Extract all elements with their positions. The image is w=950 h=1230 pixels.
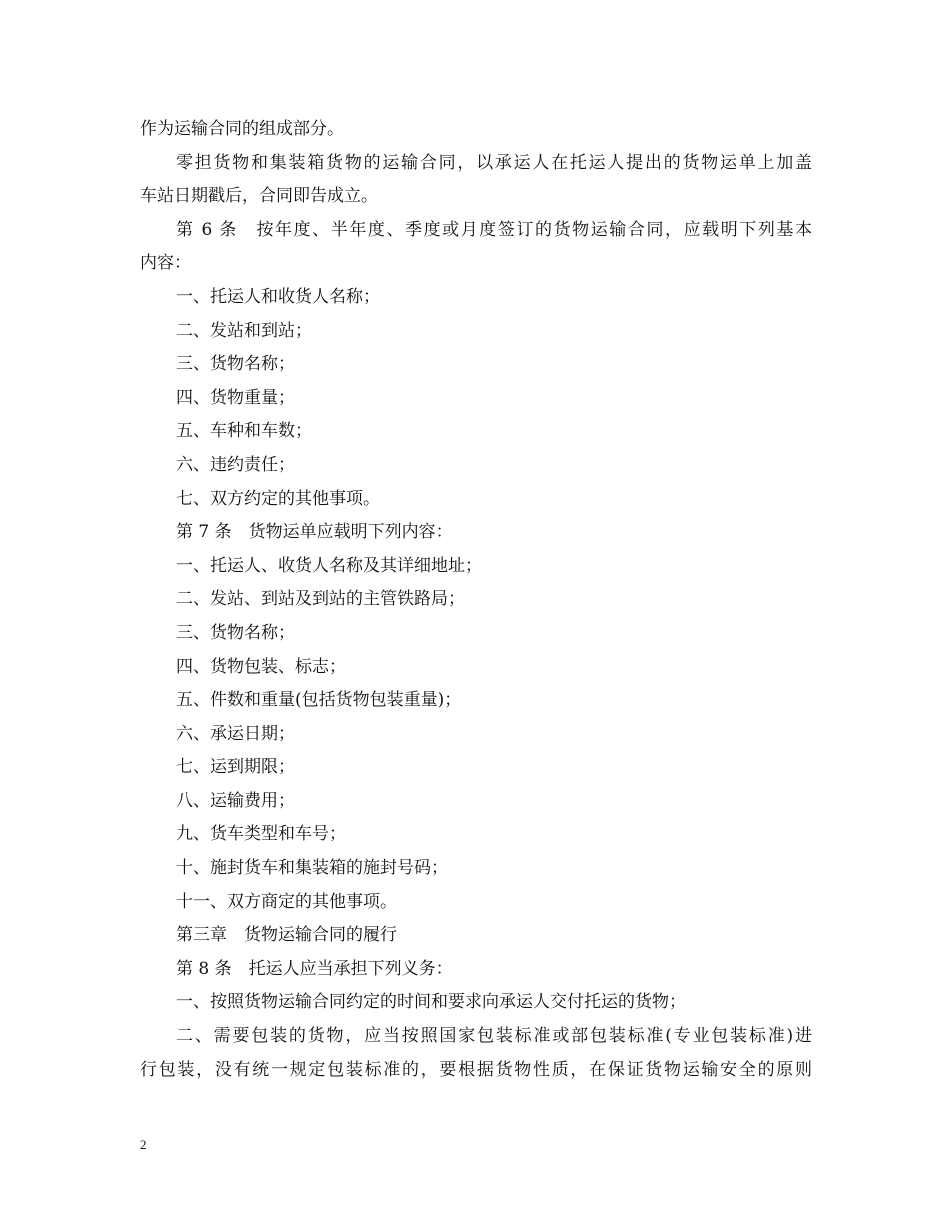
text-line: 四、货物重量；	[176, 387, 295, 408]
text-line: 六、承运日期；	[176, 723, 295, 744]
text-line: 十一、双方商定的其他事项。	[176, 891, 397, 912]
text-line: 四、货物包装、标志；	[176, 656, 346, 677]
text-line: 一、托运人和收货人名称；	[176, 286, 380, 307]
text-line: 内容：	[140, 253, 191, 274]
text-line: 零担货物和集装箱货物的运输合同，以承运人在托运人提出的货物运单上加盖	[176, 152, 812, 173]
text-line: 三、货物名称；	[176, 622, 295, 643]
text-line: 一、按照货物运输合同约定的时间和要求向承运人交付托运的货物；	[176, 992, 686, 1013]
text-line: 七、运到期限；	[176, 757, 295, 778]
text-line: 行包装，没有统一规定包装标准的，要根据货物性质，在保证货物运输安全的原则	[140, 1059, 812, 1080]
text-line: 七、双方约定的其他事项。	[176, 488, 380, 509]
text-line: 一、托运人、收货人名称及其详细地址；	[176, 555, 482, 576]
text-line: 第三章 货物运输合同的履行	[176, 925, 397, 946]
text-line: 第 7 条 货物运单应载明下列内容：	[176, 522, 453, 543]
text-line: 三、货物名称；	[176, 354, 295, 375]
text-line: 二、发站和到站；	[176, 320, 312, 341]
text-line: 八、运输费用；	[176, 790, 295, 811]
text-line: 作为运输合同的组成部分。	[140, 119, 344, 139]
text-line: 十、施封货车和集装箱的施封号码；	[176, 858, 448, 879]
text-line: 九、货车类型和车号；	[176, 824, 346, 845]
text-line: 六、违约责任；	[176, 454, 295, 475]
document-body	[140, 113, 812, 1087]
text-line: 第 8 条 托运人应当承担下列义务：	[176, 958, 453, 979]
page-number: 2	[140, 1137, 147, 1152]
text-line: 五、件数和重量(包括货物包装重量)；	[176, 690, 462, 711]
text-line: 五、车种和车数；	[176, 421, 312, 442]
text-line: 二、发站、到站及到站的主管铁路局；	[176, 589, 465, 610]
text-line: 二、需要包装的货物，应当按照国家包装标准或部包装标准(专业包装标准)进	[176, 1026, 812, 1047]
text-line: 车站日期戳后，合同即告成立。	[140, 186, 378, 207]
text-line: 第 6 条 按年度、半年度、季度或月度签订的货物运输合同，应载明下列基本	[176, 219, 812, 240]
